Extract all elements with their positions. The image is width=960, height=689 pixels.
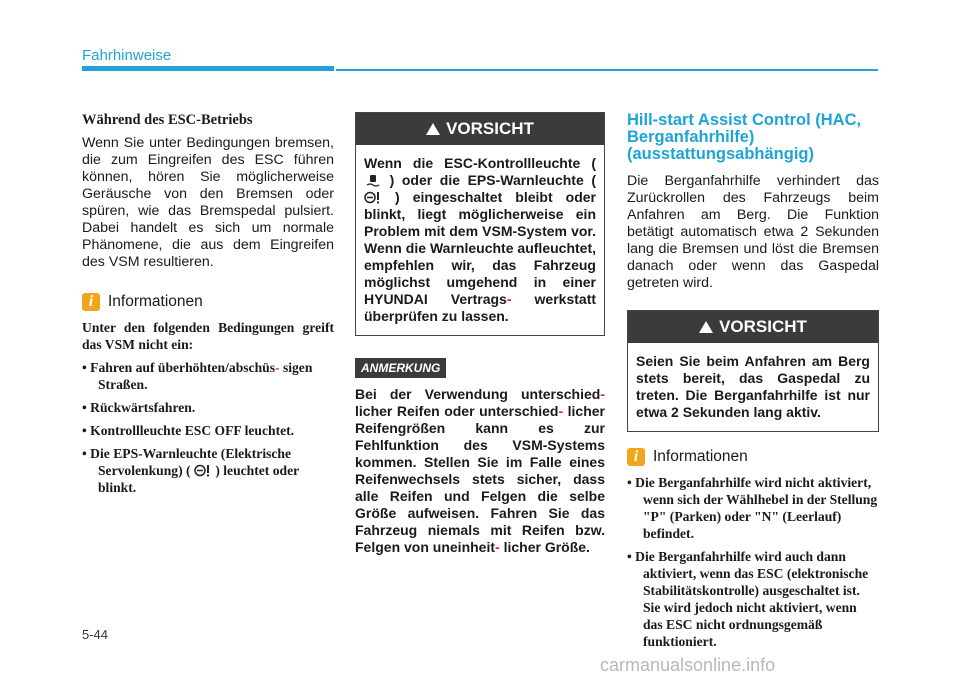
list-item: • Die Berganfahrhilfe wird auch dann aktiviert, wenn das ESC (elektronische Stabilitätskontrolle) ausgeschaltet ist. Sie wird jedoch nicht aktiviert, wenn das ESC nicht ordnungsgemäß funktioniert. [627,548,879,650]
info-heading [82,293,334,311]
info-icon: i [627,448,645,466]
info-title: Informationen [108,293,203,310]
header-bar-right [336,69,878,71]
hac-heading: Hill-start Assist Control (HAC, Berganfahrhilfe) (ausstattungsabhängig) [627,111,862,163]
column-right [627,108,879,656]
list-item: • Die EPS-Warnleuchte (Elektrische Servolenkung) ( ) leuchtet oder blinkt. [82,445,334,496]
vsm-conditions-intro: Unter den folgenden Bedingungen greift das VSM nicht ein: [82,320,334,352]
column-middle [355,112,605,556]
caution-box-esc [355,112,605,336]
list-item: • Kontrollleuchte ESC OFF leuchtet. [82,422,334,439]
hac-body: Die Berganfahrhilfe verhindert das Zurückrollen des Fahrzeugs beim Anfahren am Berg. Die Funktion betätigt automatisch etwa 2 Sekunden lang die Bremsen und löst die Bremsen danach oder wenn das Gaspedal getreten wird. [627,173,879,291]
warning-triangle-icon [426,123,440,135]
list-item: • Die Berganfahrhilfe wird nicht aktiviert, wenn sich der Wählhebel in der Stellung "P" (Parken) oder "N" (Leerlauf) befindet. [627,474,879,542]
hac-info-list [627,474,879,650]
list-item: • Fahren auf überhöhten/abschüs- sigen Straßen. [82,359,334,393]
caution-box-hac [627,310,879,432]
esc-operation-body: Wenn Sie unter Bedingungen bremsen, die zum Eingreifen des ESC führen können, hören Sie möglicherweise Geräusche von den Bremsen oder spüren, wie das Bremspedal pulsiert. Dabei handelt es sich um normale Phänomene, die aus dem Eingreifen des VSM resultieren. [82,135,334,270]
info-title: Informationen [653,448,748,465]
list-item: • Rückwärtsfahren. [82,399,334,416]
info-icon: i [82,293,100,311]
page-number: 5-44 [82,627,109,642]
esc-operation-heading: Während des ESC-Betriebs [82,112,253,128]
info-heading [627,448,879,466]
watermark: carmanualsonline.info [600,655,776,675]
caution-text: Wenn die ESC-Kontrollleuchte ( ) oder die EPS-Warnleuchte ( ) eingeschaltet bleibt oder blinkt, liegt möglicherweise ein Problem mit dem VSM-System vor. Wenn die Warnleuchte aufleuchtet, empfehlen wir, das Fahrzeug möglichst umgehend in einer HYUNDAI Vertrags- werkstatt überprüfen zu lassen. [364,155,597,324]
warning-triangle-icon [699,321,713,333]
vsm-conditions-list [82,359,334,496]
eps-warning-icon [364,191,382,204]
column-left [82,108,334,502]
eps-warning-icon [194,464,212,477]
note-text: Bei der Verwendung unterschied- licher Reifen oder unterschied- licher Reifengrößen kann es zur Fehlfunktion des VSM-Systems kommen. Stellen Sie im Falle eines Reifenwechsels stets sicher, dass alle Reifen und Felgen die selbe Größe aufweisen. Fahren Sie das Fahrzeug niemals mit Reifen bzw. Felgen von uneinheit- licher Größe. [355,386,606,555]
section-title: Fahrhinweise [82,47,172,64]
caution-text: Seien Sie beim Anfahren am Berg stets bereit, das Gaspedal zu treten. Die Berganfahrhilfe ist nur etwa 2 Sekunden lang aktiv. [636,353,870,420]
esc-indicator-icon [364,174,382,187]
caution-header: VORSICHT [356,113,604,145]
caution-header: VORSICHT [628,311,878,343]
note-badge: ANMERKUNG [355,358,446,378]
header-bar-left [82,66,334,71]
